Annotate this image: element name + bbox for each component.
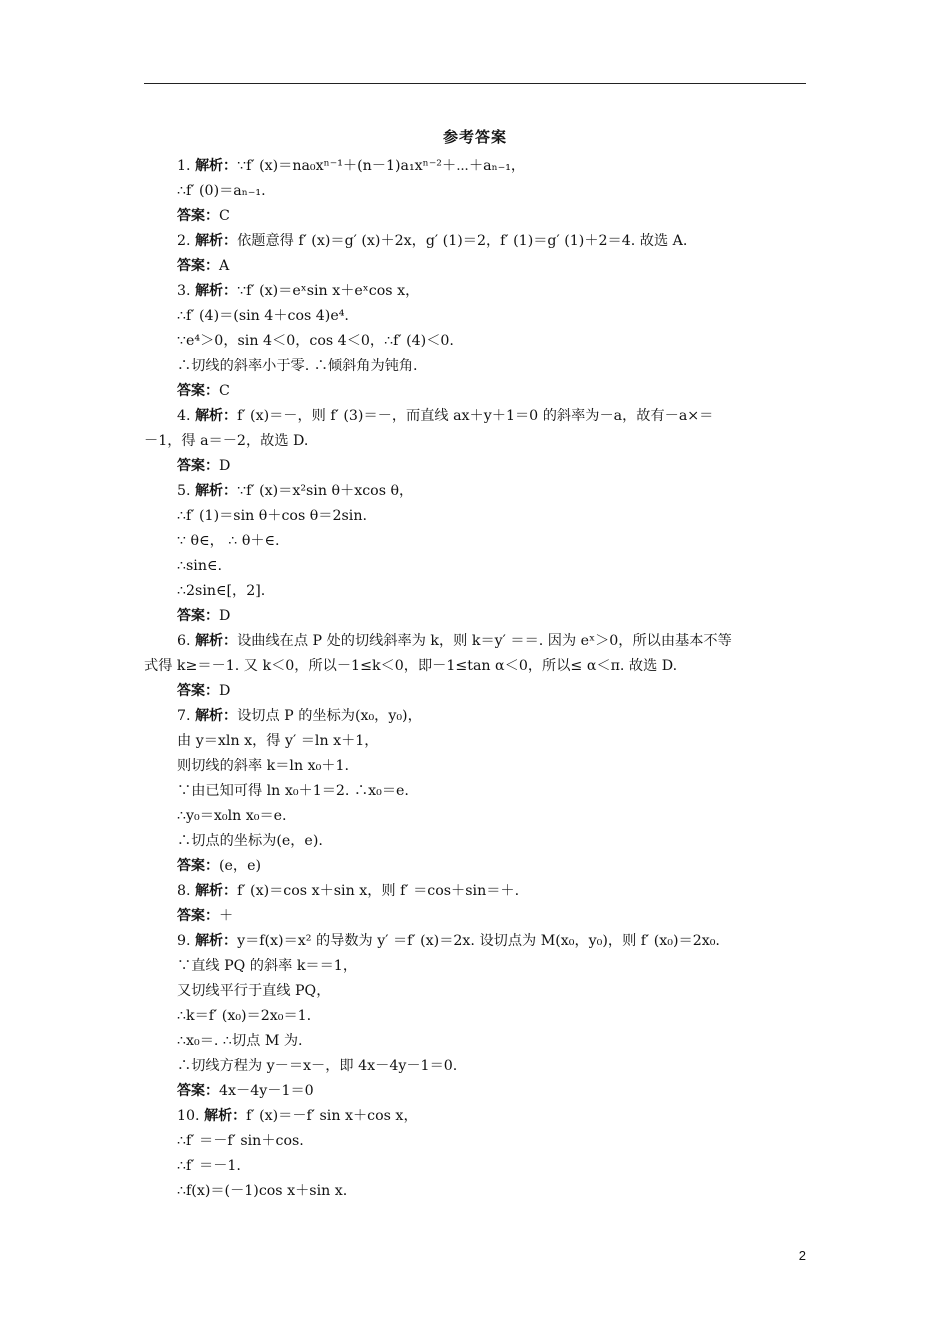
line-text: ＋ bbox=[219, 908, 234, 924]
line-text: ∴sin∈. bbox=[177, 558, 222, 574]
answer-line bbox=[144, 1029, 809, 1054]
answer-line bbox=[144, 754, 809, 779]
analysis-label: 解析： bbox=[204, 1108, 247, 1124]
line-text: 设切点 P 的坐标为(x₀，y₀)， bbox=[237, 708, 422, 724]
answer-label: 答案： bbox=[177, 858, 219, 874]
line-text: ∵f′ (x)＝na₀xⁿ⁻¹＋(n－1)a₁xⁿ⁻²＋⋯＋aₙ₋₁， bbox=[237, 158, 526, 174]
answer-line bbox=[144, 429, 809, 454]
line-text: ∵ θ∈， ∴ θ＋∈. bbox=[177, 533, 280, 549]
answer-line bbox=[144, 1054, 809, 1079]
line-text: ∴f′ ＝－1. bbox=[177, 1158, 241, 1174]
line-text: ∵e⁴＞0，sin 4＜0，cos 4＜0，∴f′ (4)＜0. bbox=[177, 333, 454, 349]
line-text: A bbox=[219, 258, 230, 274]
answer-line bbox=[144, 1079, 809, 1104]
answer-line bbox=[144, 354, 809, 379]
analysis-label: 解析： bbox=[195, 708, 238, 724]
line-text: 式得 k≥＝－1. 又 k＜0，所以－1≤k＜0，即－1≤tan α＜0，所以≤ α＜π. 故选 D. bbox=[144, 658, 678, 674]
answer-line bbox=[144, 504, 809, 529]
line-text: 4x－4y－1＝0 bbox=[219, 1083, 314, 1099]
answer-line bbox=[144, 229, 809, 254]
question-number: 1. bbox=[177, 158, 191, 174]
line-text: ∴f′ (4)＝(sin 4＋cos 4)e⁴. bbox=[177, 308, 349, 324]
answer-line bbox=[144, 204, 809, 229]
question-number: 9. bbox=[177, 933, 191, 949]
answer-line bbox=[144, 704, 809, 729]
answer-line bbox=[144, 154, 809, 179]
answer-line bbox=[144, 1154, 809, 1179]
question-number: 6. bbox=[177, 633, 191, 649]
answer-line bbox=[144, 1179, 809, 1204]
answer-line bbox=[144, 404, 809, 429]
line-text: ∴f′ (1)＝sin θ＋cos θ＝2sin. bbox=[177, 508, 367, 524]
line-text: ∴f(x)＝(－1)cos x＋sin x. bbox=[177, 1183, 348, 1199]
page-title: 参考答案 bbox=[442, 128, 507, 146]
analysis-label: 解析： bbox=[195, 633, 238, 649]
analysis-label: 解析： bbox=[195, 883, 238, 899]
line-text: ∴k＝f′ (x₀)＝2x₀＝1. bbox=[177, 1008, 312, 1024]
answer-label: 答案： bbox=[177, 1083, 219, 1099]
answer-line bbox=[144, 779, 809, 804]
answer-line bbox=[144, 729, 809, 754]
analysis-label: 解析： bbox=[195, 233, 238, 249]
answer-line bbox=[144, 1129, 809, 1154]
analysis-label: 解析： bbox=[195, 158, 238, 174]
line-text: 由 y＝xln x，得 y′ ＝ln x＋1， bbox=[177, 733, 379, 749]
page-number: 2 bbox=[798, 1248, 806, 1263]
line-text: f′ (x)＝－，则 f′ (3)＝－，而直线 ax＋y＋1＝0 的斜率为－a，故有－a×＝ bbox=[237, 408, 714, 424]
line-text: ∴切线方程为 y－＝x－，即 4x－4y－1＝0. bbox=[177, 1058, 458, 1074]
header-rule bbox=[144, 83, 806, 84]
answer-line bbox=[144, 279, 809, 304]
line-text: ∴f′ (0)＝aₙ₋₁. bbox=[177, 183, 266, 199]
line-text: ∴y₀＝x₀ln x₀＝e. bbox=[177, 808, 287, 824]
answer-line bbox=[144, 654, 809, 679]
answer-line bbox=[144, 254, 809, 279]
line-text: 又切线平行于直线 PQ， bbox=[177, 983, 331, 999]
answer-label: 答案： bbox=[177, 908, 219, 924]
answer-label: 答案： bbox=[177, 608, 219, 624]
line-text: ∵f′ (x)＝x²sin θ＋xcos θ， bbox=[237, 483, 414, 499]
answer-content bbox=[144, 154, 809, 1204]
answer-line bbox=[144, 904, 809, 929]
answer-line bbox=[144, 179, 809, 204]
answer-line bbox=[144, 854, 809, 879]
question-number: 5. bbox=[177, 483, 191, 499]
answer-line bbox=[144, 1004, 809, 1029]
answer-line bbox=[144, 1104, 809, 1129]
answer-label: 答案： bbox=[177, 458, 219, 474]
answer-label: 答案： bbox=[177, 258, 219, 274]
analysis-label: 解析： bbox=[195, 408, 238, 424]
answer-line bbox=[144, 479, 809, 504]
analysis-label: 解析： bbox=[195, 483, 238, 499]
line-text: f′ (x)＝cos x＋sin x，则 f′ ＝cos＋sin＝＋. bbox=[237, 883, 520, 899]
answer-line bbox=[144, 554, 809, 579]
answer-line bbox=[144, 679, 809, 704]
answer-line bbox=[144, 979, 809, 1004]
answer-line bbox=[144, 329, 809, 354]
line-text: ∴切线的斜率小于零. ∴倾斜角为钝角. bbox=[177, 358, 418, 374]
question-number: 3. bbox=[177, 283, 191, 299]
line-text: ∴切点的坐标为(e，e). bbox=[177, 833, 323, 849]
line-text: C bbox=[219, 208, 230, 224]
question-number: 10. bbox=[177, 1108, 200, 1124]
answer-line bbox=[144, 529, 809, 554]
line-text: f′ (x)＝－f′ sin x＋cos x， bbox=[246, 1108, 418, 1124]
line-text: D bbox=[219, 683, 231, 699]
answer-line bbox=[144, 929, 809, 954]
answer-line bbox=[144, 604, 809, 629]
question-number: 2. bbox=[177, 233, 191, 249]
question-number: 8. bbox=[177, 883, 191, 899]
line-text: －1，得 a＝－2，故选 D. bbox=[144, 433, 309, 449]
question-number: 7. bbox=[177, 708, 191, 724]
answer-line bbox=[144, 304, 809, 329]
line-text: ∵由已知可得 ln x₀＋1＝2. ∴x₀＝e. bbox=[177, 783, 409, 799]
answer-line bbox=[144, 879, 809, 904]
line-text: ∴2sin∈[，2]. bbox=[177, 583, 266, 599]
line-text: D bbox=[219, 608, 231, 624]
analysis-label: 解析： bbox=[195, 933, 238, 949]
line-text: ∵f′ (x)＝eˣsin x＋eˣcos x， bbox=[237, 283, 420, 299]
line-text: D bbox=[219, 458, 231, 474]
analysis-label: 解析： bbox=[195, 283, 238, 299]
line-text: 依题意得 f′ (x)＝g′ (x)＋2x，g′ (1)＝2，f′ (1)＝g′ (1)＋2＝4. 故选 A. bbox=[237, 233, 688, 249]
line-text: 则切线的斜率 k＝ln x₀＋1. bbox=[177, 758, 350, 774]
line-text: y＝f(x)＝x² 的导数为 y′ ＝f′ (x)＝2x. 设切点为 M(x₀，y₀)，则 f′ (x₀)＝2x₀. bbox=[237, 933, 720, 949]
answer-label: 答案： bbox=[177, 383, 219, 399]
answer-line bbox=[144, 954, 809, 979]
line-text: (e，e) bbox=[219, 858, 262, 874]
line-text: C bbox=[219, 383, 230, 399]
answer-line bbox=[144, 454, 809, 479]
answer-line bbox=[144, 804, 809, 829]
answer-line bbox=[144, 829, 809, 854]
line-text: 设曲线在点 P 处的切线斜率为 k，则 k＝y′ ＝＝. 因为 eˣ＞0，所以由基本不等 bbox=[237, 633, 732, 649]
line-text: ∴x₀＝. ∴切点 M 为. bbox=[177, 1033, 303, 1049]
question-number: 4. bbox=[177, 408, 191, 424]
line-text: ∵直线 PQ 的斜率 k＝＝1， bbox=[177, 958, 358, 974]
line-text: ∴f′ ＝－f′ sin＋cos. bbox=[177, 1133, 304, 1149]
answer-label: 答案： bbox=[177, 683, 219, 699]
answer-label: 答案： bbox=[177, 208, 219, 224]
answer-line bbox=[144, 379, 809, 404]
answer-line bbox=[144, 579, 809, 604]
answer-line bbox=[144, 629, 809, 654]
